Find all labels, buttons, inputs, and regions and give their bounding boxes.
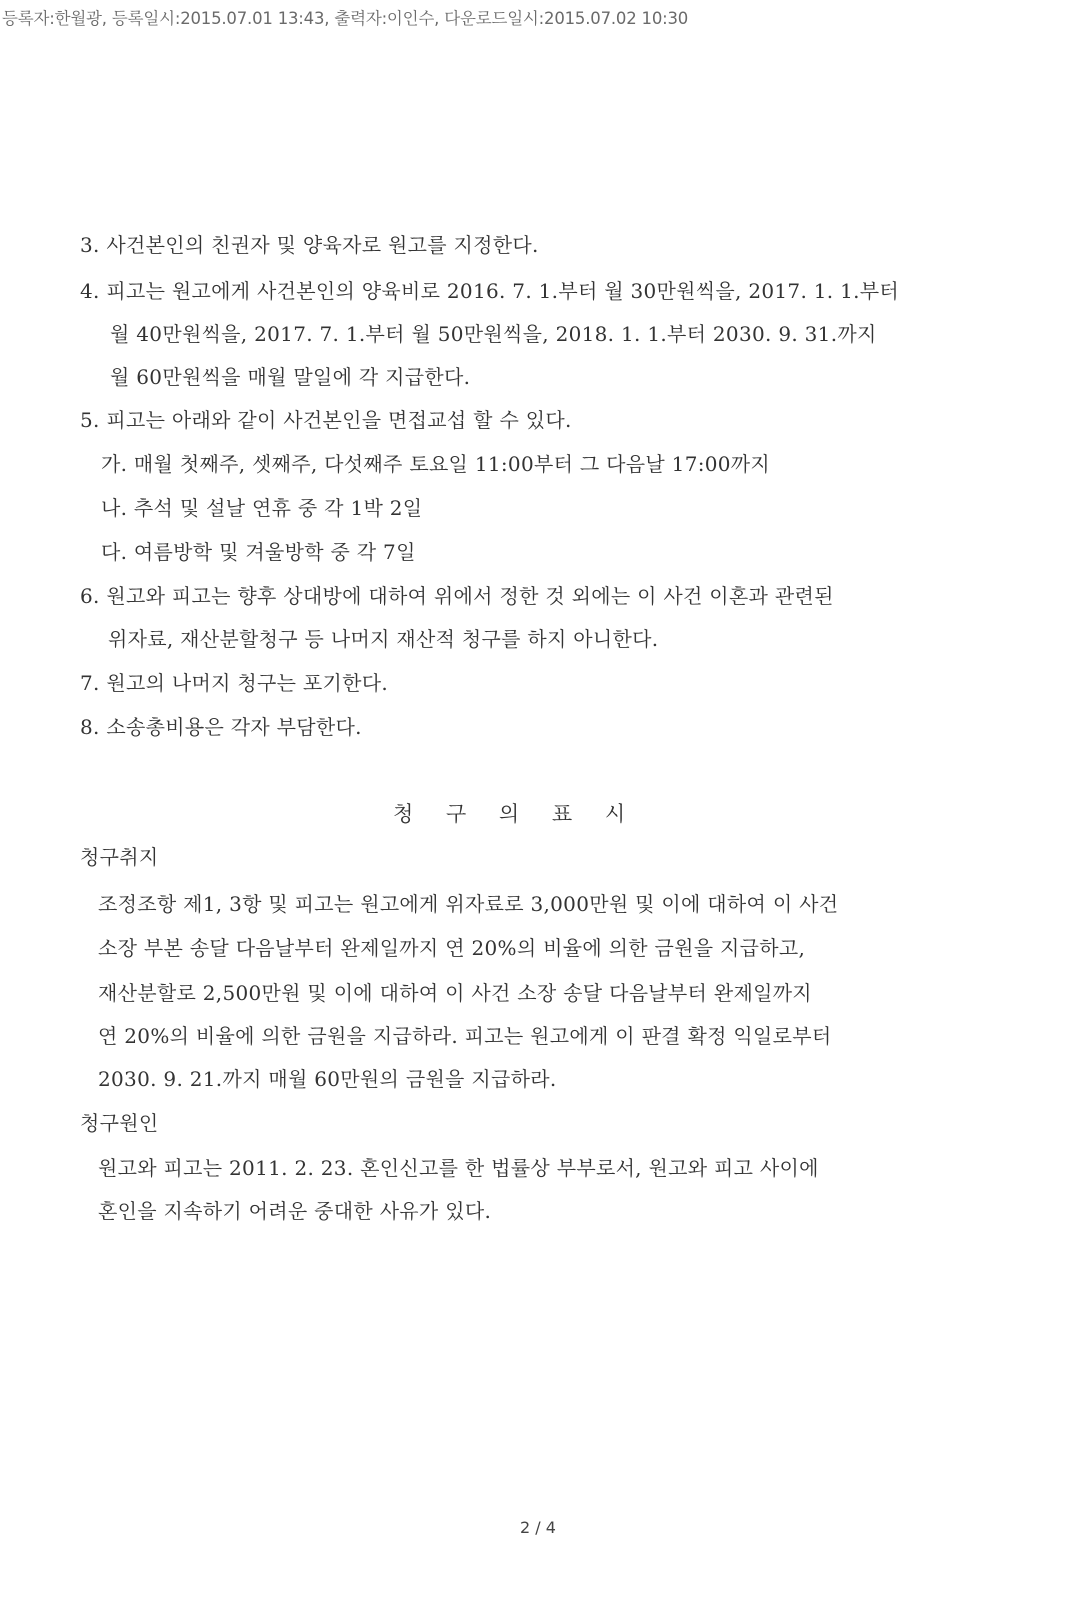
claim-purpose-line-4: 연 20%의 비율에 의한 금원을 지급하라. 피고는 원고에게 이 판결 확정 익일로부터	[98, 1024, 832, 1048]
claim-purpose-line-1: 조정조항 제1, 3항 및 피고는 원고에게 위자료로 3,000만원 및 이에 대하여 이 사건	[98, 892, 839, 916]
item-7: 7. 원고의 나머지 청구는 포기한다.	[80, 671, 389, 695]
item-8: 8. 소송총비용은 각자 부담한다.	[80, 715, 362, 739]
item-3: 3. 사건본인의 친권자 및 양육자로 원고를 지정한다.	[80, 233, 539, 257]
item-4-line-2: 월 40만원씩을, 2017. 7. 1.부터 월 50만원씩을, 2018. 1. 1.부터 2030. 9. 31.까지	[110, 322, 877, 346]
item-6-line-1: 6. 원고와 피고는 향후 상대방에 대하여 위에서 정한 것 외에는 이 사건 이혼과 관련된	[80, 584, 834, 608]
item-5: 5. 피고는 아래와 같이 사건본인을 면접교섭 할 수 있다.	[80, 408, 572, 432]
download-watermark-header: 등록자:한월광, 등록일시:2015.07.01 13:43, 출력자:이인수, 다운로드일시:2015.07.02 10:30	[2, 9, 689, 28]
claim-title: 청 구 의 표 시	[393, 802, 639, 826]
claim-purpose-line-2: 소장 부본 송달 다음날부터 완제일까지 연 20%의 비율에 의한 금원을 지급하고,	[98, 936, 806, 960]
item-5-da: 다. 여름방학 및 겨울방학 중 각 7일	[101, 540, 416, 564]
claim-purpose-line-3: 재산분할로 2,500만원 및 이에 대하여 이 사건 소장 송달 다음날부터 완제일까지	[98, 981, 812, 1005]
item-4-line-3: 월 60만원씩을 매월 말일에 각 지급한다.	[110, 365, 471, 389]
item-6-line-2: 위자료, 재산분할청구 등 나머지 재산적 청구를 하지 아니한다.	[108, 627, 659, 651]
item-5-na: 나. 추석 및 설날 연휴 중 각 1박 2일	[101, 496, 423, 520]
item-4-line-1: 4. 피고는 원고에게 사건본인의 양육비로 2016. 7. 1.부터 월 30만원씩을, 2017. 1. 1.부터	[80, 279, 900, 303]
claim-purpose-heading: 청구취지	[80, 845, 159, 869]
claim-purpose-line-5: 2030. 9. 21.까지 매월 60만원의 금원을 지급하라.	[98, 1067, 557, 1091]
claim-cause-heading: 청구원인	[80, 1111, 159, 1135]
claim-cause-line-2: 혼인을 지속하기 어려운 중대한 사유가 있다.	[98, 1199, 492, 1223]
claim-cause-line-1: 원고와 피고는 2011. 2. 23. 혼인신고를 한 법률상 부부로서, 원고와 피고 사이에	[98, 1156, 819, 1180]
page-number: 2 / 4	[520, 1518, 556, 1537]
item-5-ga: 가. 매월 첫째주, 셋째주, 다섯째주 토요일 11:00부터 그 다음날 17:00까지	[101, 452, 771, 476]
